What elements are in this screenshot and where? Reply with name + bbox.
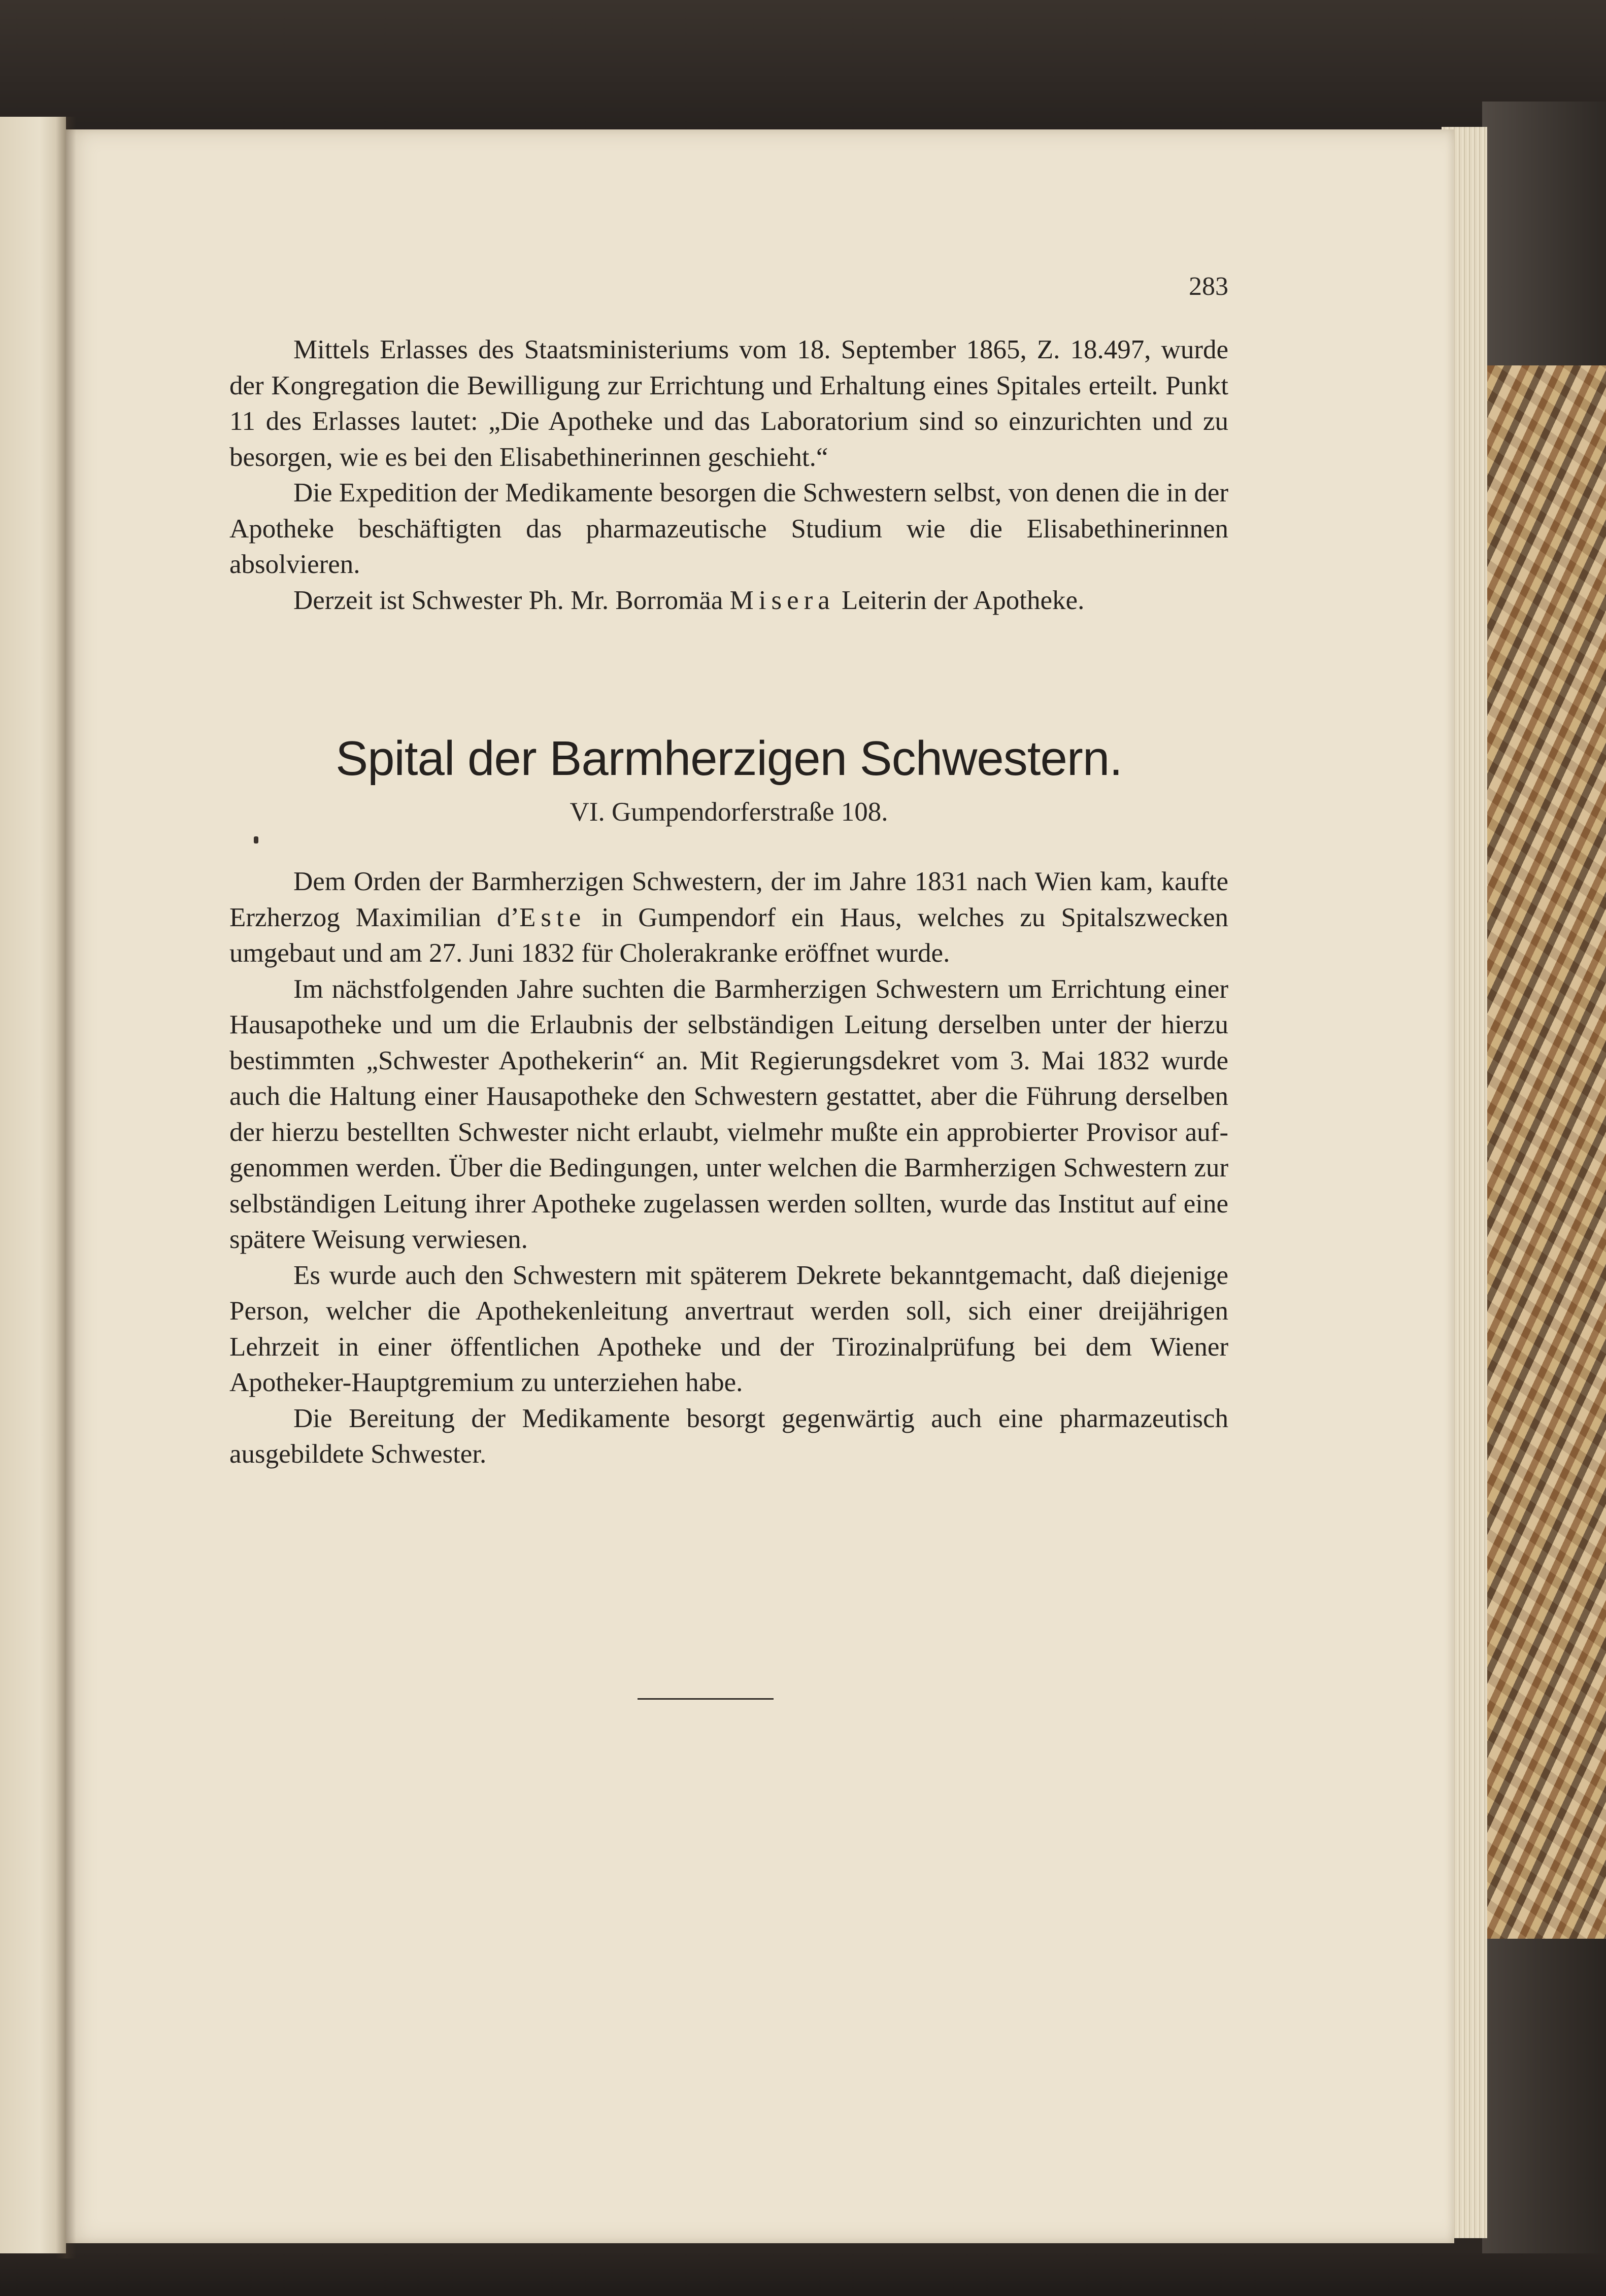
lower-text-block bbox=[229, 864, 1228, 1472]
paragraph-expedition: Die Expedition der Medikamente besorgen die Schwestern selbst, von denen die in der Apotheke beschäftigten das pharmazeutische Studium wie die Elisabethinerinnen absolvieren. bbox=[229, 478, 1228, 579]
page-gutter bbox=[56, 117, 76, 2258]
upper-text-block bbox=[229, 332, 1228, 618]
director-text-after: Leiterin der Apotheke. bbox=[834, 585, 1085, 615]
director-surname: Misera bbox=[729, 585, 835, 615]
paragraph-founding bbox=[229, 864, 1228, 971]
book-cover-board bbox=[1482, 102, 1606, 365]
page-number: 283 bbox=[1189, 272, 1228, 301]
founding-text-after: in Gumpendorf ein Haus, welches zu Spitalszwecken umgebaut und am 27. Juni 1832 für Cholerakranke eröffnet wurde. bbox=[229, 902, 1228, 968]
book-cover-board-lower bbox=[1482, 1939, 1606, 2264]
director-text-before: Derzeit ist Schwester Ph. Mr. Borromäa bbox=[293, 585, 730, 615]
marbled-endpaper bbox=[1487, 365, 1606, 1939]
section-address: VI. Gumpendorferstraße 108. bbox=[570, 797, 888, 827]
paragraph-director bbox=[229, 583, 1228, 619]
book-binding-top bbox=[0, 0, 1606, 132]
paragraph-decree: Mittels Erlasses des Staatsministeriums vom 18. September 1865, Z. 18.497, wurde der Kongregation die Bewilligung zur Errichtung und Erhaltung eines Spitales erteilt. Punkt 11 des Erlasses lautet: „Die Apotheke und das Laboratorium sind so einzurichten und zu besorgen, wie es bei den Elisabethinerinnen geschieht.“ bbox=[229, 335, 1228, 472]
section-heading: Spital der Barmherzigen Schwestern. bbox=[336, 731, 1122, 786]
ink-speck bbox=[254, 836, 258, 843]
paragraph-pharmacy-request: Im nächstfolgenden Jahre suchten die Barmherzigen Schwestern um Errichtung einer Hausapotheke und um die Erlaubnis der selbständigen Leitung derselben unter der hierzu bestimmten „Schwester Apothekerin“ an. Mit Regierungsdekret vom 3. Mai 1832 wurde auch die Haltung einer Hausapotheke den Schwestern gestattet, aber die Führung derselben der hierzu bestellten Schwester nicht erlaubt, vielmehr mußte ein approbierter Provisor aufgenommen werden. Über die Bedingungen, unter welchen die Barmherzigen Schwestern zur selbständigen Leitung ihrer Apotheke zugelassen werden sollten, wurde das Institut auf eine spätere Weisung verwiesen. bbox=[229, 974, 1228, 1254]
founding-text-before: Dem Orden der Barmherzigen Schwestern, der im Jahre 1831 nach Wien kam, kaufte Erzherzog Maximilian d’ bbox=[229, 867, 1228, 932]
section-end-rule bbox=[638, 1698, 774, 1700]
paragraph-current-preparation: Die Bereitung der Medikamente besorgt gegenwärtig auch eine pharmazeutisch ausgebildete Schwester. bbox=[229, 1403, 1228, 1469]
book-binding-bottom bbox=[0, 2253, 1606, 2296]
paragraph-training-requirement: Es wurde auch den Schwestern mit späterem Dekrete bekanntgemacht, daß diejenige Person, welcher die Apothekenleitung anvertraut werden soll, sich einer dreijährigen Lehrzeit in einer öffentlichen Apotheke und der Tirozinalprüfung bei dem Wiener Apotheker-Hauptgremium zu unterziehen habe. bbox=[229, 1260, 1228, 1397]
founding-name: Este bbox=[519, 902, 586, 932]
